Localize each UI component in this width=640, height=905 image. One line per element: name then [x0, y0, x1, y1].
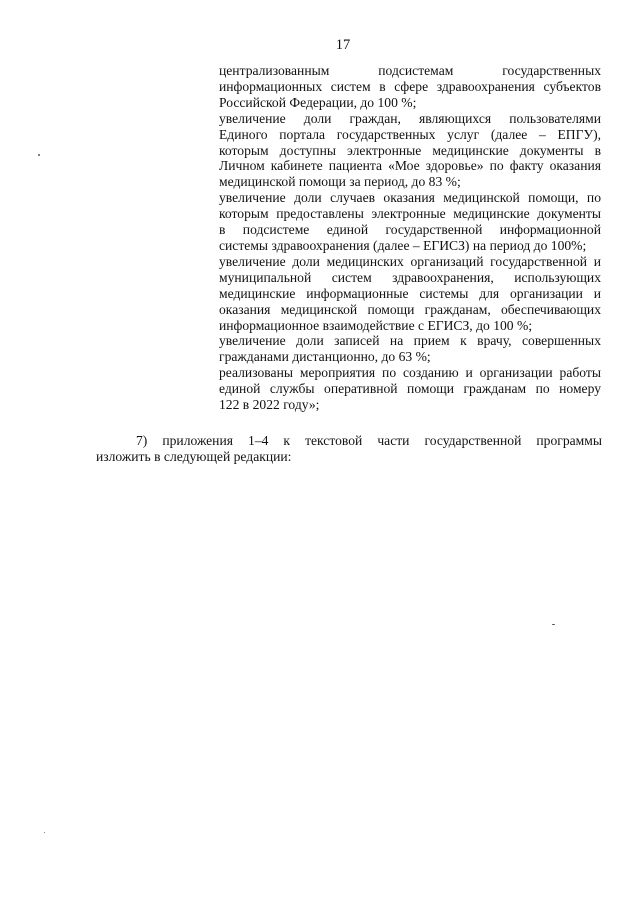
text-line: увеличение доли граждан, являющихся пользователями [219, 110, 601, 126]
text-line: увеличение доли случаев оказания медицинской помощи, по [219, 190, 601, 206]
paragraph-2 [219, 111, 601, 191]
page-number: 17 [335, 37, 351, 53]
item-7-paragraph [96, 433, 602, 465]
text-line: системы здравоохранения (далее – ЕГИСЗ) на период до 100%; [219, 237, 587, 253]
paragraph-3 [219, 190, 601, 254]
text-line: увеличение доли записей на прием к врачу, совершенных [219, 333, 601, 349]
paragraph-5 [219, 333, 601, 365]
text-line: медицинской помощи за период, до 83 %; [219, 174, 461, 190]
text-line: информационных систем в сфере здравоохранения субъектов [219, 78, 601, 94]
text-line: увеличение доли медицинских организаций государственной и [219, 253, 601, 269]
paragraph-4 [219, 254, 601, 334]
text-line: Российской Федерации, до 100 %; [219, 94, 417, 110]
text-line: гражданами дистанционно, до 63 %; [219, 349, 431, 365]
text-line: которым доступны электронные медицинские документы в [219, 142, 601, 158]
text-line: единой службы оперативной помощи гражданам по номеру [219, 381, 601, 397]
text-line: Единого портала государственных услуг (далее – ЕПГУ), [219, 126, 601, 142]
item-7-line-2: изложить в следующей редакции: [96, 449, 292, 465]
text-line: оказания медицинской помощи гражданам, обеспечивающих [219, 301, 601, 317]
paragraph-1 [219, 63, 601, 111]
scan-speck [38, 154, 40, 156]
text-line: которым предоставлены электронные медицинские документы [219, 206, 601, 222]
text-line: 122 в 2022 году»; [219, 397, 320, 413]
text-block [219, 63, 601, 413]
text-line: муниципальной систем здравоохранения, использующих [219, 269, 601, 285]
scan-speck [44, 832, 45, 833]
paragraph-6 [219, 365, 601, 413]
text-line: Личном кабинете пациента «Мое здоровье» по факту оказания [219, 158, 601, 174]
text-line: информационное взаимодействие с ЕГИСЗ, до 100 %; [219, 317, 533, 333]
text-line: реализованы мероприятия по созданию и организации работы [219, 365, 601, 381]
scan-speck [552, 624, 555, 625]
text-line: в подсистеме единой государственной информационной [219, 222, 601, 238]
text-line: медицинские информационные системы для организации и [219, 285, 601, 301]
text-line: централизованным подсистемам государственных [219, 63, 601, 78]
item-7-line-1: 7) приложения 1–4 к текстовой части государственной программы [136, 433, 602, 448]
